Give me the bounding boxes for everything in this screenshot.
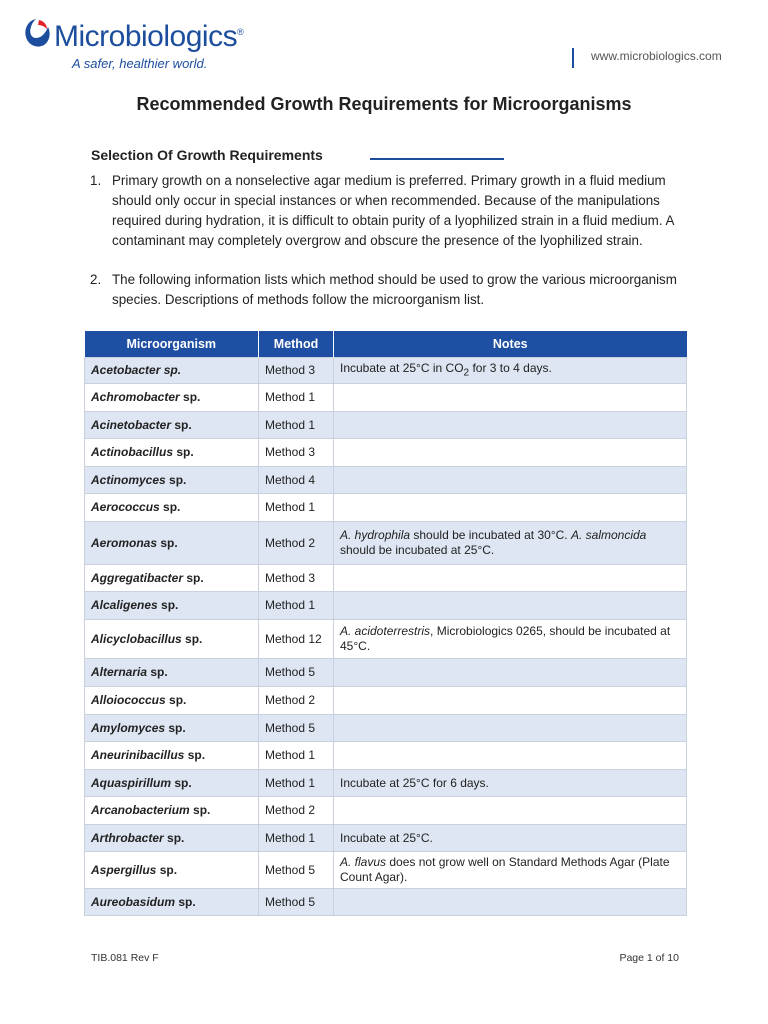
notes-cell: Incubate at 25°C. (334, 825, 687, 852)
microorganism-cell: Arthrobacter sp. (85, 825, 259, 852)
method-cell: Method 1 (259, 384, 334, 412)
notes-cell (334, 797, 687, 825)
notes-cell (334, 494, 687, 522)
column-header-notes: Notes (334, 331, 687, 358)
method-cell: Method 1 (259, 494, 334, 522)
table-row (85, 522, 687, 565)
paragraph-1 (90, 171, 687, 251)
logo-wordmark: Microbiologics® (54, 20, 244, 53)
page-header (0, 0, 768, 80)
table-row (85, 592, 687, 620)
microorganism-cell: Aggregatibacter sp. (85, 565, 259, 592)
table-row (85, 659, 687, 687)
document-id: TIB.081 Rev F (91, 952, 159, 964)
microorganism-cell: Aerococcus sp. (85, 494, 259, 522)
method-cell: Method 12 (259, 620, 334, 659)
table-row (85, 467, 687, 494)
method-cell: Method 1 (259, 770, 334, 797)
microorganism-cell: Actinobacillus sp. (85, 439, 259, 467)
notes-cell (334, 412, 687, 439)
table-row (85, 797, 687, 825)
table-row (85, 825, 687, 852)
method-cell: Method 5 (259, 659, 334, 687)
method-cell: Method 5 (259, 889, 334, 916)
microorganism-cell: Alloiococcus sp. (85, 687, 259, 715)
notes-cell: Incubate at 25°C in $CO_2$ for 3 to 4 days. (334, 358, 687, 384)
method-cell: Method 1 (259, 412, 334, 439)
notes-cell (334, 592, 687, 620)
paragraph-number: 2. (90, 272, 102, 287)
notes-cell (334, 439, 687, 467)
logo-mark-icon (22, 16, 52, 50)
method-cell: Method 2 (259, 522, 334, 565)
notes-cell (334, 889, 687, 916)
page-title: Recommended Growth Requirements for Microorganisms (136, 94, 632, 114)
notes-cell: A. acidoterrestris, Microbiologics 0265, should be incubated at 45°C. (334, 620, 687, 659)
method-cell: Method 1 (259, 825, 334, 852)
header-divider (572, 48, 574, 68)
microorganism-cell: Achromobacter sp. (85, 384, 259, 412)
microorganism-cell: Alicyclobacillus sp. (85, 620, 259, 659)
microorganism-cell: Acinetobacter sp. (85, 412, 259, 439)
paragraph-text: The following information lists which method should be used to grow the various microorganism species. Descriptions of methods follow the microorganism list. (112, 272, 677, 307)
growth-requirements-table (84, 331, 687, 916)
notes-cell: Incubate at 25°C for 6 days. (334, 770, 687, 797)
table-row (85, 412, 687, 439)
method-cell: Method 4 (259, 467, 334, 494)
method-cell: Method 1 (259, 592, 334, 620)
table-body (85, 358, 687, 916)
table-row (85, 384, 687, 412)
section-heading: Selection Of Growth Requirements (91, 147, 323, 163)
table-row (85, 494, 687, 522)
site-url: www.microbiologics.com (591, 49, 722, 63)
microorganism-cell: Aquaspirillum sp. (85, 770, 259, 797)
paragraph-number: 1. (90, 173, 102, 188)
notes-cell (334, 715, 687, 742)
method-cell: Method 3 (259, 358, 334, 384)
microorganism-cell: Aeromonas sp. (85, 522, 259, 565)
microorganism-cell: Amylomyces sp. (85, 715, 259, 742)
method-cell: Method 5 (259, 852, 334, 889)
table-row (85, 852, 687, 889)
microorganism-cell: Acetobacter sp. (85, 358, 259, 384)
table-row (85, 358, 687, 384)
column-header-method: Method (259, 331, 334, 358)
notes-cell (334, 742, 687, 770)
microorganism-cell: Arcanobacterium sp. (85, 797, 259, 825)
table-row (85, 742, 687, 770)
table-row (85, 687, 687, 715)
microorganism-cell: Actinomyces sp. (85, 467, 259, 494)
notes-cell (334, 384, 687, 412)
column-header-microorganism: Microorganism (85, 331, 259, 358)
table-header-row (85, 331, 687, 358)
notes-cell (334, 467, 687, 494)
microorganism-cell: Aspergillus sp. (85, 852, 259, 889)
table-row (85, 620, 687, 659)
method-cell: Method 1 (259, 742, 334, 770)
notes-cell (334, 565, 687, 592)
microorganism-cell: Aneurinibacillus sp. (85, 742, 259, 770)
section-heading-rule (370, 158, 504, 160)
method-cell: Method 3 (259, 565, 334, 592)
method-cell: Method 2 (259, 687, 334, 715)
table-row (85, 439, 687, 467)
table-row (85, 565, 687, 592)
notes-cell (334, 659, 687, 687)
table-row (85, 770, 687, 797)
notes-cell (334, 687, 687, 715)
microorganism-cell: Alternaria sp. (85, 659, 259, 687)
method-cell: Method 3 (259, 439, 334, 467)
method-cell: Method 5 (259, 715, 334, 742)
table-row (85, 715, 687, 742)
microorganism-cell: Aureobasidum sp. (85, 889, 259, 916)
table-row (85, 889, 687, 916)
microorganism-cell: Alcaligenes sp. (85, 592, 259, 620)
paragraph-text: Primary growth on a nonselective agar medium is preferred. Primary growth in a fluid medium should only occur in special instances or when recommended. Because of the manipulations required during hydration, it is difficult to obtain purity of a lyophilized strain in a fluid medium. A contaminant may completely overgrow and obscure the presence of the lyophilized strain. (112, 173, 674, 248)
tagline: A safer, healthier world. (72, 56, 208, 71)
page-number: Page 1 of 10 (619, 952, 679, 964)
notes-cell: A. flavus does not grow well on Standard Methods Agar (Plate Count Agar). (334, 852, 687, 889)
notes-cell: A. hydrophila should be incubated at 30°C. A. salmoncida should be incubated at 25°C. (334, 522, 687, 565)
paragraph-2 (90, 270, 687, 310)
method-cell: Method 2 (259, 797, 334, 825)
